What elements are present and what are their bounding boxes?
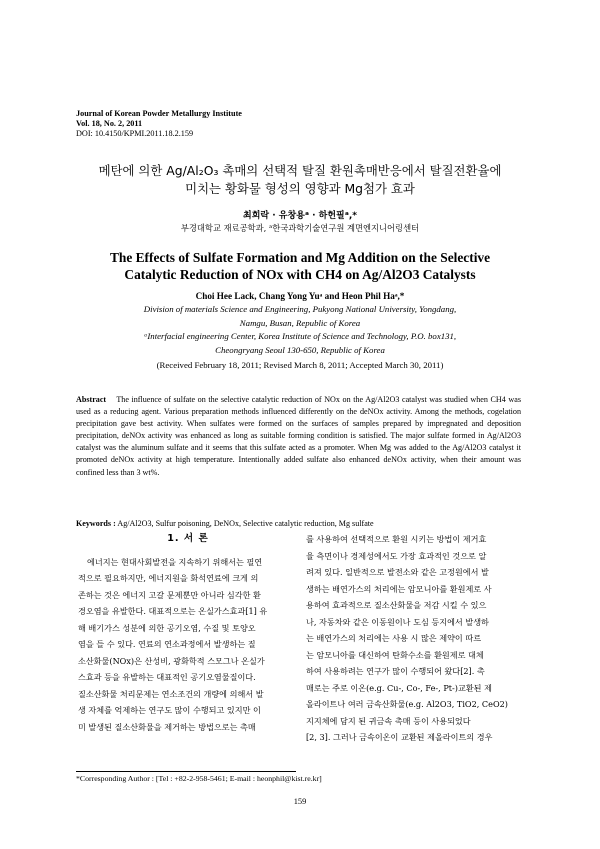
affiliation-line: Namgu, Busan, Republic of Korea <box>239 317 361 328</box>
korean-title <box>0 162 600 198</box>
english-title-line2: Catalytic Reduction of NOx with CH4 on Ag/Al2O3 Catalysts <box>124 267 476 282</box>
english-title <box>0 249 600 283</box>
footnote-divider <box>76 771 296 772</box>
page-number: 159 <box>293 797 307 806</box>
affiliations <box>0 303 600 357</box>
received-dates: (Received February 18, 2011; Revised March 8, 2011; Accepted March 30, 2011) <box>156 360 444 370</box>
journal-volume: Vol. 18, No. 2, 2011 <box>76 119 143 128</box>
corresponding-author-footnote: *Corresponding Author : [Tel : +82-2-958-5461; E-mail : heonphil@kist.re.kr] <box>76 774 322 783</box>
abstract-text: The influence of sulfate on the selective catalytic reduction of NOx on the Ag/Al2O3 catalyst was studied when CH4 was used as a reducing agent. Various preparation methods influenced differently on the deNOx activity. Among the methods, cogelation precipitation gave best activity. When sulfates were formed on the surfaces of samples prepared by impregnated and deposition precipitation, deNOx activity was enhanced as long as suitable forming condition is satisfied. The major sulfate formed in Ag/Al2O3 catalyst was the aluminum sulfate and it seems that this sulfate acted as a promoter. When Mg was added to the Ag/Al2O3 catalyst it promoted deNOx activity at high temperature. Intentionally added sulfate also enhanced deNOx activity, when their amount was confined less than 3 wt%. <box>76 395 521 477</box>
affiliation-line: ᵃInterfacial engineering Center, Korea Institute of Science and Technology, P.O. box131, <box>143 331 457 342</box>
abstract-label: Abstract <box>76 395 107 404</box>
body-text-line: 질소산화물 처리문제는 연소조건의 개량에 의해서 발 <box>78 688 264 699</box>
korean-authors: 최희락 · 유창용ᵃ · 하헌필ᵃ,* <box>243 211 357 221</box>
korean-affiliation: 부경대학교 재료공학과, ᵃ한국과학기술연구원 계면엔지니어링센터 <box>180 223 420 233</box>
affiliation-line: Division of materials Science and Engineering, Pukyong National University, Yongdang, <box>143 304 457 314</box>
body-text-line: 용하여 효과적으로 질소산화물을 저감 시킬 수 있으 <box>306 600 487 610</box>
left-column-body <box>78 554 298 736</box>
keywords <box>76 519 521 528</box>
body-text-line: 경오염을 유발한다. 대표적으로는 온실가스효과[1] 유 <box>78 606 268 616</box>
journal-name: Journal of Korean Powder Metallurgy Institute <box>76 109 242 118</box>
right-column-body <box>306 531 526 746</box>
body-text-line: 소산화물(NOx)은 산성비, 광화학적 스모그나 온실가 <box>78 655 265 666</box>
korean-title-line2: 미치는 황화물 형성의 영향과 Mg첨가 효과 <box>185 181 415 196</box>
korean-title-line1: 메탄에 의한 Ag/Al₂O₃ 촉매의 선택적 탈질 환원촉매반응에서 탈질전환율에 <box>98 163 502 178</box>
body-text-line: 염을 들 수 있다. 연료의 연소과정에서 발생하는 질 <box>78 639 256 649</box>
body-text-line: 미 발생된 질소산화물을 제거하는 방법으로는 촉매 <box>78 721 256 732</box>
body-text-line: 는 암모니아를 대신하여 탄화수소를 환원제로 대체 <box>306 649 484 660</box>
keywords-text: Ag/Al2O3, Sulfur poisoning, DeNOx, Selective catalytic reduction, Mg sulfate <box>117 519 374 528</box>
body-text-line: 나, 자동차와 같은 이동원이나 도심 등지에서 발생하 <box>306 616 489 627</box>
journal-doi: DOI: 10.4150/KPMI.2011.18.2.159 <box>76 129 194 138</box>
body-text-line: 에너지는 현대사회발전을 지속하기 위해서는 필연 <box>87 556 263 567</box>
body-text-line: 는 배연가스의 처리에는 사용 시 많은 제약이 따르 <box>306 633 482 643</box>
body-text-line: 존하는 것은 에너지 고갈 문제뿐만 아니라 심각한 환 <box>78 589 261 600</box>
body-text-line: 하여 사용하려는 연구가 많이 수행되어 왔다[2]. 촉 <box>306 666 485 676</box>
section-heading: 1. 서 론 <box>167 533 209 544</box>
body-text-line: 를 사용하여 선택적으로 환원 시키는 방법이 제거효 <box>306 534 487 544</box>
body-text-line: 매로는 주로 이온(e.g. Cu-, Co-, Fe-, Pt-)교환된 제 <box>306 682 492 693</box>
body-text-line: 율 측면이나 경제성에서도 가장 효과적인 것으로 알 <box>306 550 487 561</box>
body-text-line: 해 배기가스 성분에 의한 공기오염, 수질 및 토양오 <box>78 622 256 633</box>
body-text-line: 생 자체를 억제하는 연구도 많이 수행되고 있지만 이 <box>78 705 261 715</box>
body-text-line: [2, 3]. 그러나 금속이온이 교환된 제올라이트의 경우 <box>306 732 493 742</box>
english-title-line1: The Effects of Sulfate Formation and Mg Addition on the Selective <box>109 250 491 265</box>
keywords-label: Keywords : <box>76 519 116 528</box>
body-text-line: 지지체에 담지 된 귀금속 촉매 등이 사용되었다 <box>306 715 471 726</box>
abstract <box>76 394 521 479</box>
english-authors: Choi Hee Lack, Chang Yong Yuᵃ and Heon Phil Haᵃ,* <box>195 291 405 301</box>
body-text-line: 적으로 필요하지만, 에너지원을 화석연료에 크게 의 <box>78 573 259 583</box>
body-text-line: 려져 있다. 일반적으로 발전소와 같은 고정원에서 발 <box>306 567 489 577</box>
body-text-line: 올라이트나 여러 금속산화물(e.g. Al2O3, TiO2, CeO2) <box>306 699 508 709</box>
body-text-line: 생하는 배연가스의 처리에는 암모니아를 환원제로 사 <box>306 583 492 594</box>
left-column <box>78 531 298 735</box>
journal-header <box>76 109 242 139</box>
affiliation-line: Cheongryang Seoul 130-650, Republic of Korea <box>215 344 385 355</box>
right-column <box>306 531 526 746</box>
body-text-line: 스효과 등을 유발하는 대표적인 공기오염물질이다. <box>78 672 256 682</box>
